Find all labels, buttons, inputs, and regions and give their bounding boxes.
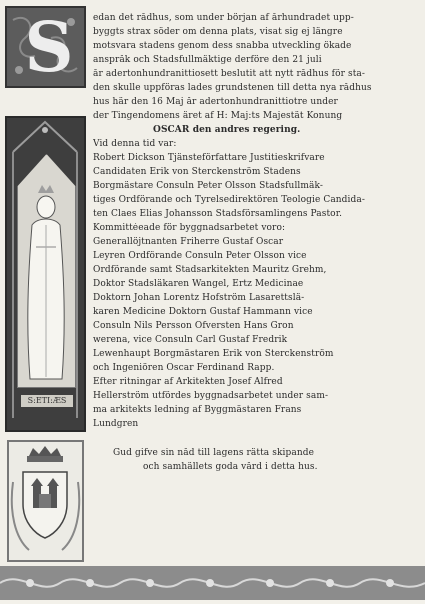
text-line: Hellerström utfördes byggnadsarbetet under sam- xyxy=(93,391,329,401)
text-line: motsvara stadens genom dess snabba utveckling ökade xyxy=(93,41,352,51)
coat-of-arms-panel xyxy=(7,440,84,562)
text-line: byggts strax söder om denna plats, visat sig ej längre xyxy=(93,27,343,37)
text-line: Doktorn Johan Lorentz Hofström Lasarettslä- xyxy=(93,293,305,303)
text-line: Lewenhaupt Borgmästaren Erik von Sterckenström xyxy=(93,349,334,359)
text-line: Borgmästare Consuln Peter Olsson Stadsfullmäk- xyxy=(93,181,324,191)
text-line: Candidaten Erik von Sterckenström Stadens xyxy=(93,167,301,177)
text-line: Efter ritningar af Arkitekten Josef Alfred xyxy=(93,377,283,387)
initial-letter: S xyxy=(24,8,74,88)
saint-niche xyxy=(17,154,76,388)
text-line: hus här den 16 Maj år adertonhundranittiotre under xyxy=(93,97,338,107)
floral-border-icon xyxy=(0,566,425,600)
text-line: edan det rådhus, som under början af århundradet upp- xyxy=(93,13,354,23)
text-line: Consuln Nils Persson Öfversten Hans Gron xyxy=(93,321,294,331)
text-line: Leyren Ordförande Consuln Peter Olsson vice xyxy=(93,251,307,261)
text-line: Vid denna tid var: xyxy=(93,139,177,149)
regent-line: OSCAR den andres regering. xyxy=(153,125,301,135)
saint-figure-panel xyxy=(5,116,86,432)
bottom-ornamental-border xyxy=(0,566,425,600)
saint-figure-icon xyxy=(18,155,75,387)
coat-of-arms-icon xyxy=(9,442,82,560)
text-line: tiges Ordförande och Tyrelsedirektören Teologie Candida- xyxy=(93,195,365,205)
text-line: år adertonhundranittiosett beslutit att nytt rådhus för sta- xyxy=(93,69,366,79)
text-line: Kommittéeade för byggnadsarbetet voro: xyxy=(93,223,286,233)
text-line: Doktor Stadsläkaren Wangel, Ertz Medicinae xyxy=(93,279,304,289)
text-line: Generallöjtnanten Friherre Gustaf Oscar xyxy=(93,237,284,247)
closing-line: och samhällets goda vård i detta hus. xyxy=(143,462,318,472)
text-line: Lundgren xyxy=(93,419,139,429)
closing-line: Gud gifve sin nåd till lagens rätta skipande xyxy=(113,448,314,458)
illuminated-initial xyxy=(5,6,86,88)
text-line: werena, vice Consuln Carl Gustaf Fredrik xyxy=(93,335,288,345)
text-line: den skulle uppföras lades grundstenen till detta nya rådhus xyxy=(93,83,372,93)
text-line: karen Medicine Doktorn Gustaf Hammann vice xyxy=(93,307,313,317)
text-line: Robert Dickson Tjänsteförfattare Justitieskrifvare xyxy=(93,153,325,163)
ornamental-sidebar xyxy=(5,6,86,562)
text-line: ten Claes Elias Johansson Stadsförsamlingens Pastor. xyxy=(93,209,343,219)
text-line: anspråk och Stadsfullmäktige derföre den 21 juli xyxy=(93,55,322,65)
text-line: och Ingeniören Oscar Ferdinand Rapp. xyxy=(93,363,275,373)
text-line: Ordförande samt Stadsarkitekten Mauritz Grehm, xyxy=(93,265,327,275)
text-line: ma arkitekts ledning af Byggmästaren Frans xyxy=(93,405,302,415)
saint-caption: S:ETI:ÆS xyxy=(21,395,73,407)
text-line: der Tingendomens äret af H: Maj:ts Majestät Konung xyxy=(93,111,343,121)
